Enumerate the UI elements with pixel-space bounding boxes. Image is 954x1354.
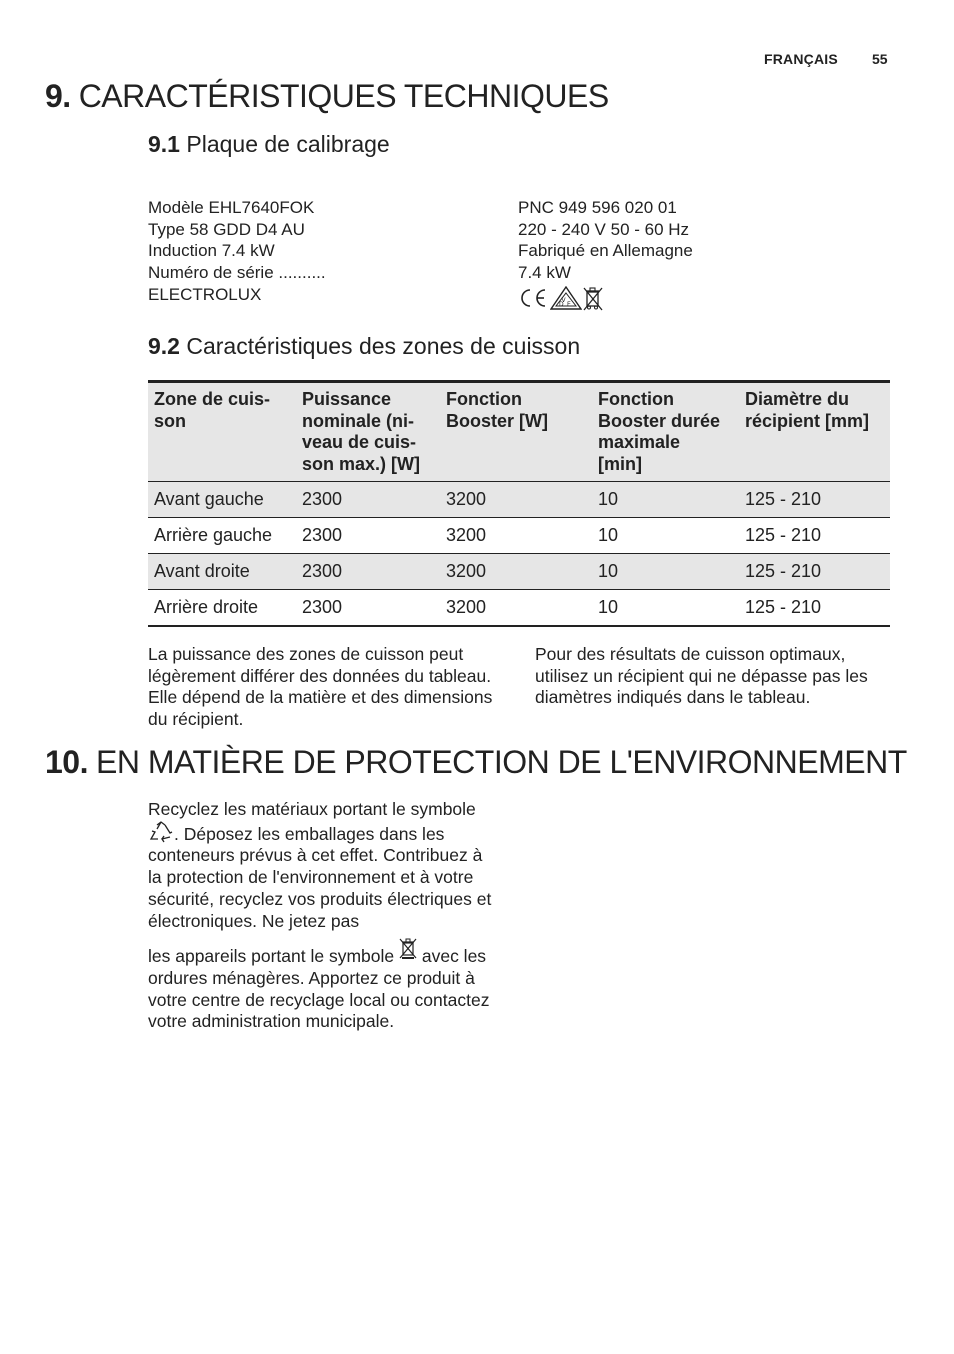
- column-header-zone: Zone de cuis- son: [148, 382, 296, 482]
- table-cell: 10: [592, 554, 739, 590]
- table-cell: 2300: [296, 482, 440, 518]
- environment-text-4: avec les ordures ménagères. Apportez ce produit à votre centre de recyclage local ou contactez votre administration municipale.: [148, 946, 490, 1032]
- header-language: FRANÇAIS: [764, 51, 838, 67]
- table-cell: 3200: [440, 482, 592, 518]
- plate-line: ELECTROLUX: [148, 284, 262, 304]
- cooking-zones-table: [148, 380, 890, 627]
- plate-line: Type 58 GDD D4 AU: [148, 219, 305, 239]
- section-9-heading: [45, 78, 609, 115]
- section-10-heading: [45, 744, 907, 781]
- column-header-booster: Fonction Booster [W]: [440, 382, 592, 482]
- svg-text:E: E: [567, 301, 571, 308]
- table-cell: 125 - 210: [739, 482, 890, 518]
- table-cell: 2300: [296, 590, 440, 627]
- environment-paragraph: [148, 799, 500, 1033]
- table-row: [148, 482, 890, 518]
- plate-line: Fabriqué en Allemagne: [518, 241, 693, 261]
- table-cell: 125 - 210: [739, 554, 890, 590]
- table-cell: 125 - 210: [739, 518, 890, 554]
- environment-text-1: Recyclez les matériaux portant le symbole: [148, 799, 476, 819]
- table-cell: Avant gauche: [148, 482, 296, 518]
- section-10-title: EN MATIÈRE DE PROTECTION DE L'ENVIRONNEMENT: [95, 744, 907, 780]
- section-9-1-heading: [148, 131, 390, 158]
- plate-line: Numéro de série ..........: [148, 263, 326, 283]
- table-cell: 10: [592, 518, 739, 554]
- section-9-1-number: 9.1: [148, 131, 180, 157]
- certification-marks: [518, 286, 608, 312]
- column-header-booster-duration: Fonction Booster durée maximale [min]: [592, 382, 739, 482]
- table-cell: Avant droite: [148, 554, 296, 590]
- table-cell: 3200: [440, 554, 592, 590]
- table-cell: 125 - 210: [739, 590, 890, 627]
- plate-line: 7.4 kW: [518, 263, 571, 283]
- table-cell: Arrière gauche: [148, 518, 296, 554]
- table-row: [148, 518, 890, 554]
- section-9-1-title: Plaque de calibrage: [186, 131, 390, 157]
- plate-line: Modèle EHL7640FOK: [148, 198, 315, 217]
- table-cell: 2300: [296, 518, 440, 554]
- table-cell: 3200: [440, 590, 592, 627]
- weee-bin-icon: [582, 286, 604, 312]
- environment-text-3: les appareils portant le symbole: [148, 946, 395, 967]
- zones-note-right: Pour des résultats de cuisson optimaux, utilisez un récipient qui ne dépasse pas les diamètres indiqués dans le tableau.: [535, 644, 868, 708]
- plate-line: PNC 949 596 020 01: [518, 198, 677, 217]
- table-cell: 10: [592, 590, 739, 627]
- table-cell: 10: [592, 482, 739, 518]
- table-cell: 3200: [440, 518, 592, 554]
- vde-mark-icon: [550, 286, 582, 310]
- section-9-number: 9.: [45, 78, 71, 114]
- plate-line: 220 - 240 V 50 - 60 Hz: [518, 219, 690, 239]
- ce-mark-icon: [518, 286, 548, 310]
- column-header-diameter: Diamètre du récipient [mm]: [739, 382, 890, 482]
- weee-bin-icon: [399, 938, 417, 960]
- recycle-icon: [148, 821, 174, 843]
- table-row: [148, 554, 890, 590]
- section-9-title: CARACTÉRISTIQUES TECHNIQUES: [78, 78, 609, 114]
- zones-note-left: La puissance des zones de cuisson peut légèrement différer des données du tableau. Elle dépend de la matière et des dimensions du récipient.: [148, 644, 493, 730]
- plate-line: Induction 7.4 kW: [148, 241, 275, 261]
- section-10-number: 10.: [45, 744, 88, 780]
- svg-text:V: V: [561, 297, 566, 304]
- table-cell: Arrière droite: [148, 590, 296, 627]
- section-9-2-heading: [148, 333, 580, 360]
- table-header-row: [148, 382, 890, 482]
- rating-plate-right: [518, 197, 693, 284]
- environment-text-2: . Déposez les emballages dans les conteneurs prévus à cet effet. Contribuez à la protection de l'environnement et à votre sécurité, recyclez vos produits électriques et électroniques. Ne jetez pas: [148, 823, 492, 931]
- rating-plate-left: [148, 197, 326, 305]
- table-cell: 2300: [296, 554, 440, 590]
- svg-text:D: D: [559, 301, 564, 308]
- section-9-2-title: Caractéristiques des zones de cuisson: [186, 333, 581, 359]
- section-9-2-number: 9.2: [148, 333, 180, 359]
- page-number: 55: [872, 51, 888, 67]
- table-row: [148, 590, 890, 627]
- column-header-power: Puissance nominale (ni- veau de cuis- son max.) [W]: [296, 382, 440, 482]
